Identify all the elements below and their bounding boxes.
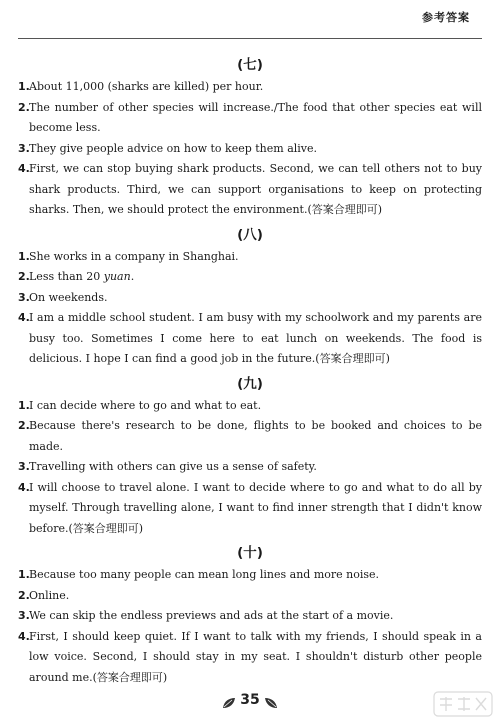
item-text: Online. [29,588,70,602]
item-number: 4. [18,629,30,643]
section-title: (十) [237,545,263,561]
item-text: She works in a company in Shanghai. [29,249,239,263]
page-header [0,0,500,40]
header-title: 参考答案 [422,11,470,24]
page-number: 35 [240,692,260,708]
answer-item [18,139,482,160]
section-10 [18,543,482,688]
answer-item [18,606,482,627]
answer-item [18,288,482,309]
item-text: About 11,000 (sharks are killed) per hour. [29,80,264,93]
item-text-container [29,267,482,288]
item-number: 1. [18,398,30,412]
header-divider [18,38,482,39]
item-number: 1. [18,249,30,263]
answer-item [18,396,482,417]
section-title: (九) [237,375,263,392]
answer-item [18,247,482,268]
item-text: Travelling with others can give us a sense of safety. [29,460,317,473]
item-number: 4. [18,162,30,175]
item-number: 3. [18,290,30,304]
item-text: We can skip the endless previews and ads at the start of a movie. [29,609,394,622]
leaf-icon [222,694,236,706]
item-text: I will choose to travel alone. I want to decide where to go and what to do all by myself. Through travelling alone, I want to find inner strength that I didn't know before.(答案合理即可) [29,480,482,535]
item-text: Because too many people can mean long lines and more noise. [29,568,380,581]
answer-item [18,267,482,288]
item-number: 1. [18,568,30,581]
item-text: The number of other species will increase./The food that other species eat will become less. [29,100,482,134]
leaf-icon [264,694,278,706]
item-text: I am a middle school student. I am busy with my schoolwork and my parents are busy too. Sometimes I come here to eat lunch on weekends. The food is delicious. I hope I can find a good job in the future.(答案合理即可) [29,311,482,365]
answer-item [18,457,482,478]
item-text: First, I should keep quiet. If I want to talk with my friends, I should speak in a low voice. Second, I should stay in my seat. I shouldn't disturb other people around me.(答案合理即可) [29,629,482,684]
section-8 [18,225,482,370]
item-text: They give people advice on how to keep them alive. [29,141,318,155]
item-number: 3. [18,609,30,622]
section-7 [18,55,482,221]
item-text-italic: yuan [103,270,131,283]
item-text: I can decide where to go and what to eat. [29,398,262,412]
item-number: 2. [18,270,30,283]
section-9 [18,374,482,540]
item-text: On weekends. [29,290,108,304]
answer-item [18,416,482,457]
item-number: 4. [18,311,30,324]
answer-content [18,55,482,688]
item-text: Because there's research to be done, flights to be booked and choices to be made. [29,419,482,453]
item-number: 2. [18,100,30,114]
answer-item [18,77,482,98]
item-number: 3. [18,460,30,473]
item-number: 1. [18,80,30,93]
answer-item [18,627,482,689]
item-number: 2. [18,419,30,432]
item-number: 4. [18,480,30,494]
answer-item [18,478,482,540]
answer-item [18,565,482,586]
answer-item [18,98,482,139]
answer-item [18,586,482,607]
section-title: (八) [237,226,263,243]
item-text: Less than 20 [29,270,101,283]
page-footer [0,692,500,708]
section-title: (七) [237,57,263,73]
item-text-end: . [130,270,135,283]
answer-item [18,159,482,221]
item-text: First, we can stop buying shark products. Second, we can tell others not to buy shark products. Third, we can support organisations to keep on protecting sharks. Then, we should protect the environment.(答案合理即可) [29,162,482,216]
watermark-logo [432,689,494,719]
item-number: 3. [18,141,30,155]
answer-item [18,308,482,370]
item-number: 2. [18,588,30,602]
